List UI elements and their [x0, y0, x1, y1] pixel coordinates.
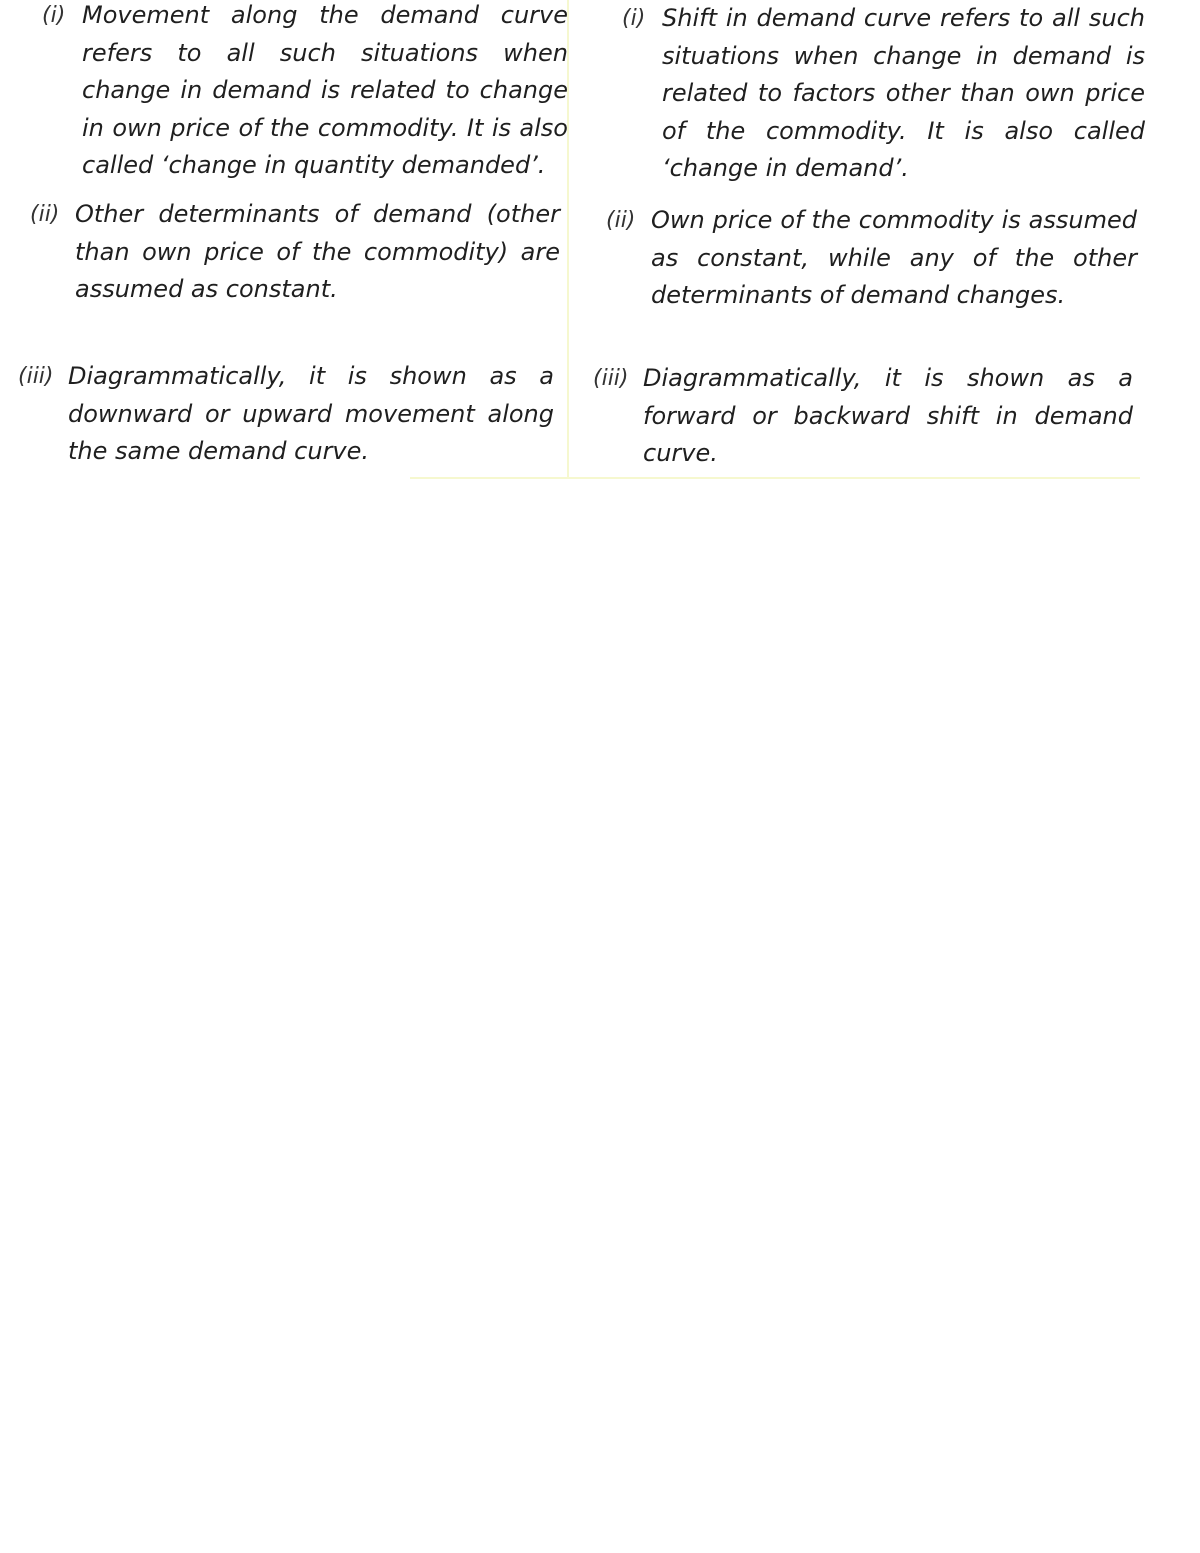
point-text: Diagrammatically, it is shown as a forward or backward shift in demand curve.	[643, 364, 1133, 467]
point-text: Shift in demand curve refers to all such situations when change in demand is related to factors other than own price of the commodity. It is also called ‘change in demand’.	[662, 4, 1145, 182]
comparison-table	[0, 0, 1145, 478]
point-number: (iii)	[18, 364, 54, 389]
point-number: (ii)	[30, 202, 60, 227]
left-point-1	[42, 0, 568, 185]
point-number: (i)	[42, 3, 66, 28]
point-text: Other determinants of demand (other than own price of the commodity) are assumed as constant.	[75, 200, 560, 303]
right-point-2	[606, 202, 1137, 315]
point-text: Diagrammatically, it is shown as a downward or upward movement along the same demand curve.	[68, 362, 554, 465]
point-number: (ii)	[606, 208, 636, 233]
point-text: Own price of the commodity is assumed as constant, while any of the other determinants of demand changes.	[651, 206, 1137, 309]
point-text: Movement along the demand curve refers to all such situations when change in demand is related to change in own price of the commodity. It is also called ‘change in quantity demanded’.	[82, 1, 568, 179]
right-point-1	[622, 0, 1145, 188]
point-number: (i)	[622, 6, 646, 31]
point-number: (iii)	[593, 366, 629, 391]
table-bottom-rule	[410, 477, 1140, 479]
right-point-3	[593, 360, 1133, 473]
left-point-2	[30, 196, 560, 309]
left-point-3	[18, 358, 554, 471]
